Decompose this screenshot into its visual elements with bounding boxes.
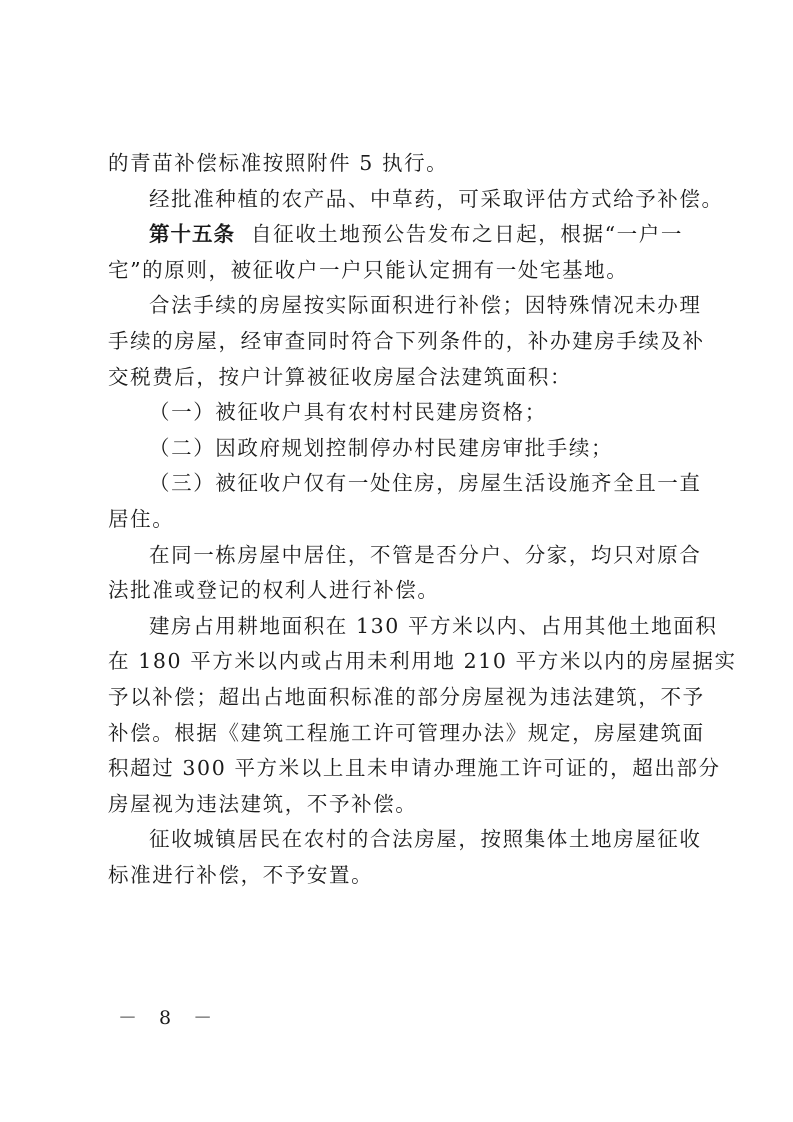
text-line-4: 宅”的原则，被征收户一户只能认定拥有一处宅基地。 [108, 257, 629, 282]
text-line-20: 征收城镇居民在农村的合法房屋，按照集体土地房屋征收 [149, 827, 702, 852]
text-line-11: 居住。 [108, 506, 175, 531]
list-item-3: （三）被征收户仅有一处住房，房屋生活设施齐全且一直 [149, 471, 702, 496]
document-body [108, 146, 737, 893]
text-line-17: 补偿。根据《建筑工程施工许可管理办法》规定，房屋建筑面 [108, 720, 705, 745]
text-line-15: 在 180 平方米以内或占用未利用地 210 平方米以内的房屋据实 [108, 649, 737, 674]
article-line [108, 217, 696, 253]
article-heading: 第十五条 [149, 222, 235, 247]
text-line-12: 在同一栋房屋中居住，不管是否分户、分家，均只对原合 [149, 542, 702, 567]
text-line-14: 建房占用耕地面积在 130 平方米以内、占用其他土地面积 [149, 613, 718, 638]
text-line-6: 手续的房屋，经审查同时符合下列条件的，补办建房手续及补 [108, 328, 705, 353]
list-item-1: （一）被征收户具有农村村民建房资格； [149, 400, 547, 425]
text-line-2: 经批准种植的农产品、中草药，可采取评估方式给予补偿。 [149, 186, 724, 211]
text-line-18: 积超过 300 平方米以上且未申请办理施工许可证的，超出部分 [108, 756, 721, 781]
list-item-2: （二）因政府规划控制停办村民建房审批手续； [149, 435, 614, 460]
text-line-16: 予以补偿；超出占地面积标准的部分房屋视为违法建筑，不予 [108, 684, 705, 709]
text-line-21: 标准进行补偿，不予安置。 [108, 862, 374, 887]
text-line-5: 合法手续的房屋按实际面积进行补偿；因特殊情况未办理 [149, 293, 702, 318]
text-line-7: 交税费后，按户计算被征收房屋合法建筑面积： [108, 364, 573, 389]
article-text: 自征收土地预公告发布之日起，根据“一户一 [251, 222, 683, 247]
page-number: － 8 － [118, 1007, 221, 1029]
text-line-13: 法批准或登记的权利人进行补偿。 [108, 578, 440, 603]
text-line-19: 房屋视为违法建筑，不予补偿。 [108, 791, 418, 816]
text-line-1: 的青苗补偿标准按照附件 5 执行。 [108, 151, 449, 175]
